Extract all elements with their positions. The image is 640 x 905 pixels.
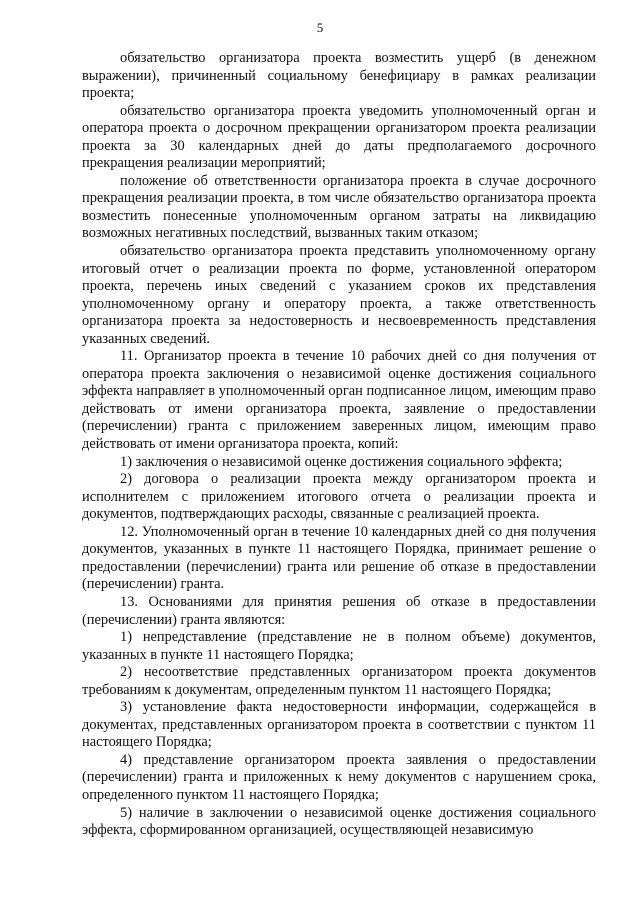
paragraph-obligation-final-report: обязательство организатора проекта представить уполномоченному органу итоговый отчет о реализации проекта по форме, установленной оператором проекта, перечень иных сведений с указанием сроков их представления уполномоченному органу и оператору проекта, а также ответственность организатора проекта за недостоверность и несвоевременность представления указанных сведений. [82,243,596,347]
paragraph-clause-11: 11. Организатор проекта в течение 10 рабочих дней со дня получения от оператора проекта заключения о независимой оценке достижения социального эффекта направляет в уполномоченный орган подписанное лицом, имеющим право действовать от имени организатора проекта, заявление о предоставлении (перечислении) гранта с приложением заверенных лицом, имеющим право действовать от имени организатора проекта, копий: [82,348,596,453]
paragraph-clause-11-item-1: 1) заключения о независимой оценке достижения социального эффекта; [120,453,563,470]
page-number: 5 [316,20,324,35]
paragraph-clause-13-item-1: 1) непредставление (представление не в полном объеме) документов, указанных в пункте 11 настоящего Порядка; [82,629,596,663]
paragraph-clause-13: 13. Основаниями для принятия решения об отказе в предоставлении (перечислении) гранта являются: [82,593,596,628]
paragraph-clause-12: 12. Уполномоченный орган в течение 10 календарных дней со дня получения документов, указанных в пункте 11 настоящего Порядка, принимает решение о предоставлении (перечислении) гранта или решение об отказе в предоставлении (перечислении) гранта. [82,523,596,593]
paragraph-clause-13-item-2: 2) несоответствие представленных организатором проекта документов требованиям к документам, определенным пунктом 11 настоящего Порядка; [82,664,596,698]
paragraph-obligation-notify-termination: обязательство организатора проекта уведомить уполномоченный орган и оператора проекта о досрочном прекращении организатором проекта реализации проекта за 30 календарных дней до даты предполагаемого досрочного прекращения реализации мероприятий; [82,102,596,172]
paragraph-clause-13-item-4: 4) представление организатором проекта заявления о предоставлении (перечислении) гранта и приложенных к нему документов с нарушением срока, определенного пунктом 11 настоящего Порядка; [82,751,596,803]
paragraph-clause-13-item-5: 5) наличие в заключении о независимой оценке достижения социального эффекта, сформированном организацией, осуществляющей независимую [82,804,596,839]
paragraph-obligation-compensate-damage: обязательство организатора проекта возместить ущерб (в денежном выражении), причиненный социальному бенефициару в рамках реализации проекта; [82,50,596,102]
paragraph-clause-13-item-3: 3) установление факта недостоверности информации, содержащейся в документах, представленных организатором проекта в соответствии с пунктом 11 настоящего Порядка; [82,699,596,751]
paragraph-clause-11-item-2: 2) договора о реализации проекта между организатором проекта и исполнителем с приложением итогового отчета о реализации проекта и документов, подтверждающих расходы, связанные с реализацией проекта. [82,471,596,523]
document-body [82,50,596,840]
paragraph-responsibility-early-termination: положение об ответственности организатора проекта в случае досрочного прекращения реализации проекта, в том числе обязательство организатора проекта возместить понесенные уполномоченным органом затраты на ликвидацию возможных негативных последствий, вызванных таким отказом; [82,172,596,242]
